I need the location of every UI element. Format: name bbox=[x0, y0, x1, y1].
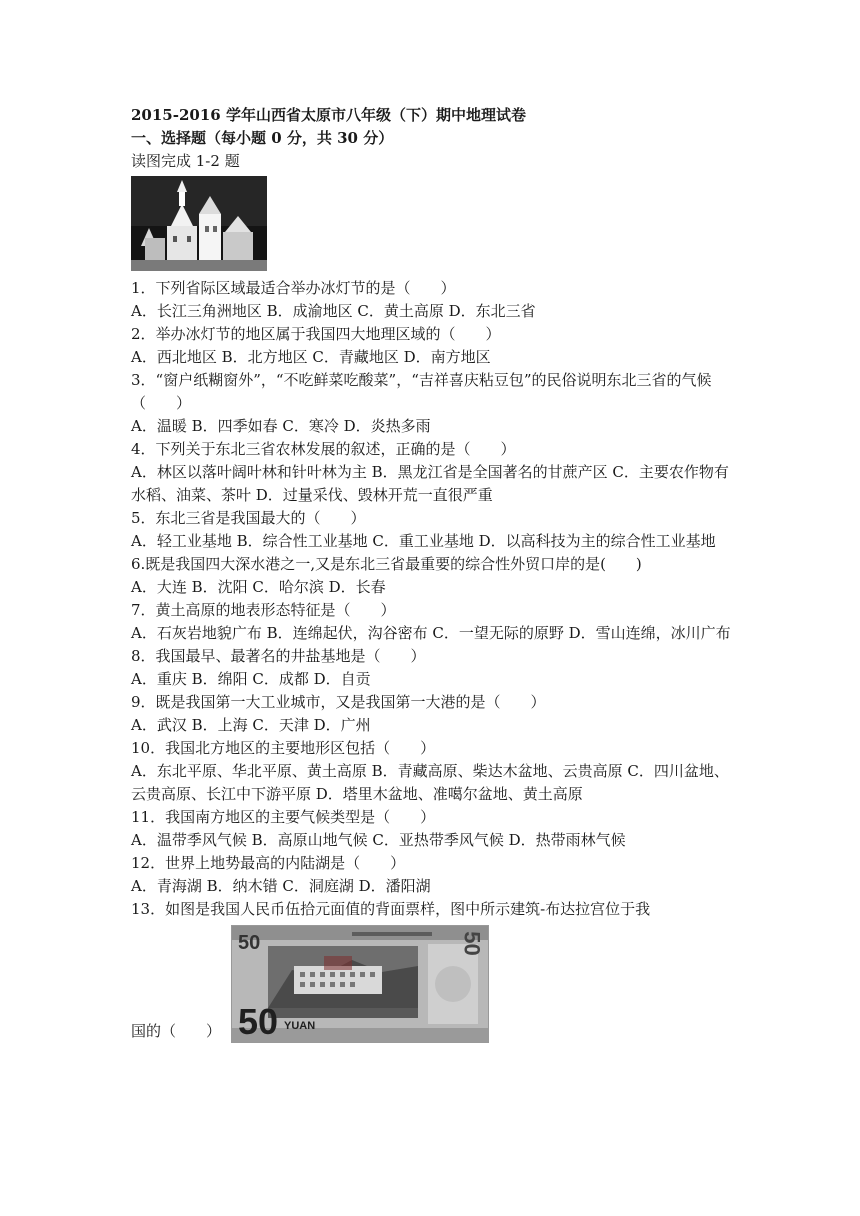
question-8-options: A．重庆 B．绵阳 C．成都 D．自贡 bbox=[131, 670, 371, 688]
banknote-value-top: 50 bbox=[238, 932, 261, 954]
question-11-options: A．温带季风气候 B．高原山地气候 C．亚热带季风气候 D．热带雨林气候 bbox=[131, 831, 626, 849]
banknote-value-right: 50 bbox=[459, 931, 485, 956]
question-7-options: A．石灰岩地貌广布 B．连绵起伏，沟谷密布 C．一望无际的原野 D．雪山连绵，冰川广布 bbox=[131, 624, 731, 642]
question-10: 10．我国北方地区的主要地形区包括（ ） bbox=[131, 739, 436, 757]
question-3-options: A．温暖 B．四季如春 C．寒冷 D．炎热多雨 bbox=[131, 417, 431, 435]
question-12: 12．世界上地势最高的内陆湖是（ ） bbox=[131, 854, 406, 872]
exam-content bbox=[131, 104, 736, 1043]
section-heading: 一、选择题（每小题 0 分，共 30 分） bbox=[131, 129, 394, 147]
question-7: 7．黄土高原的地表形态特征是（ ） bbox=[131, 601, 396, 619]
question-3: 3．“窗户纸糊窗外”，“不吃鲜菜吃酸菜”，“吉祥喜庆粘豆包”的民俗说明东北三省的气候（ ） bbox=[131, 371, 712, 412]
question-13: 13．如图是我国人民币伍拾元面值的背面票样，图中所示建筑-布达拉宫位于我 bbox=[131, 900, 651, 918]
question-4-options: A．林区以落叶阔叶林和针叶林为主 B．黑龙江省是全国著名的甘蔗产区 C．主要农作物有水稻、油菜、茶叶 D．过量采伐、毁林开荒一直很严重 bbox=[131, 463, 729, 504]
ice-lantern-photo bbox=[131, 176, 267, 271]
question-11: 11．我国南方地区的主要气候类型是（ ） bbox=[131, 808, 436, 826]
banknote-unit: YUAN bbox=[284, 1020, 316, 1032]
question-12-options: A．青海湖 B．纳木错 C．洞庭湖 D．潘阳湖 bbox=[131, 877, 431, 895]
exam-title: 2015-2016 学年山西省太原市八年级（下）期中地理试卷 bbox=[131, 106, 526, 124]
question-4: 4．下列关于东北三省农林发展的叙述，正确的是（ ） bbox=[131, 440, 516, 458]
question-13-figure-row bbox=[131, 921, 736, 1043]
question-1-options: A．长江三角洲地区 B．成渝地区 C．黄土高原 D．东北三省 bbox=[131, 302, 536, 320]
question-5: 5．东北三省是我国最大的（ ） bbox=[131, 509, 366, 527]
banknote-value-bottom: 50 bbox=[238, 1001, 279, 1042]
question-10-options: A．东北平原、华北平原、黄土高原 B．青藏高原、柴达木盆地、云贵高原 C．四川盆地、云贵高原、长江中下游平原 D．塔里木盆地、准噶尔盆地、黄土高原 bbox=[131, 762, 729, 803]
question-13-tail: 国的（ ） bbox=[131, 1022, 222, 1040]
ice-lantern-icon bbox=[131, 176, 267, 271]
question-8: 8．我国最早、最著名的井盐基地是（ ） bbox=[131, 647, 426, 665]
question-5-options: A．轻工业基地 B．综合性工业基地 C．重工业基地 D．以高科技为主的综合性工业基地 bbox=[131, 532, 716, 550]
question-6-options: A．大连 B．沈阳 C．哈尔滨 D．长春 bbox=[131, 578, 386, 596]
question-2: 2．举办冰灯节的地区属于我国四大地理区域的（ ） bbox=[131, 325, 501, 343]
question-9-options: A．武汉 B．上海 C．天津 D．广州 bbox=[131, 716, 371, 734]
intro-text: 读图完成 1-2 题 bbox=[131, 152, 240, 170]
question-1: 1．下列省际区域最适合举办冰灯节的是（ ） bbox=[131, 279, 456, 297]
question-2-options: A．西北地区 B．北方地区 C．青藏地区 D．南方地区 bbox=[131, 348, 491, 366]
question-9: 9．既是我国第一大工业城市，又是我国第一大港的是（ ） bbox=[131, 693, 546, 711]
question-6: 6.既是我国四大深水港之一,又是东北三省最重要的综合性外贸口岸的是( ) bbox=[131, 555, 642, 573]
banknote-image bbox=[231, 925, 489, 1043]
